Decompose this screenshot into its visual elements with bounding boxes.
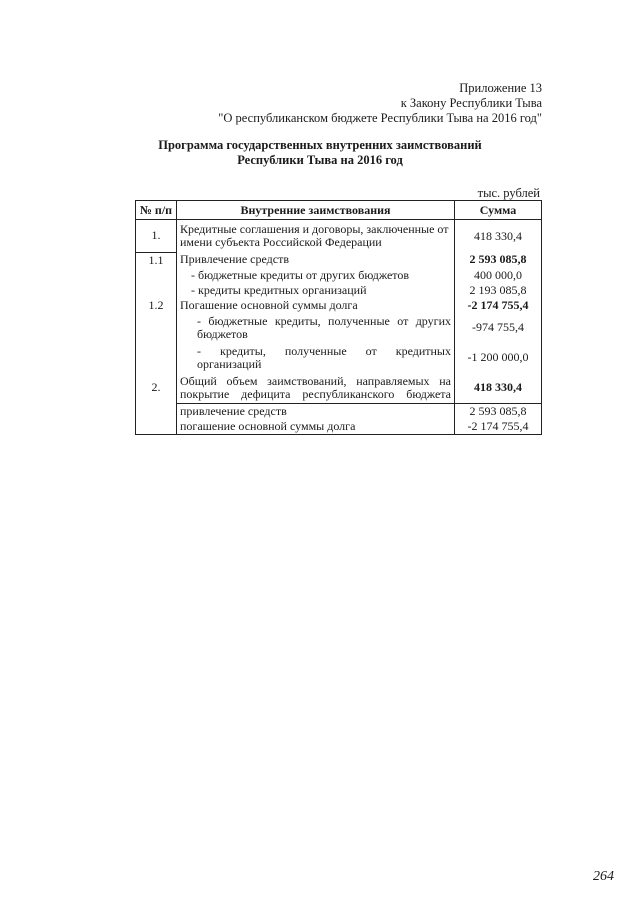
row-name: - бюджетные кредиты от других бюджетов: [177, 268, 455, 283]
row-num: [136, 268, 177, 283]
header-name: Внутренние заимствования: [177, 201, 455, 220]
row-name: привлечение средств: [177, 403, 455, 419]
row-name: - бюджетные кредиты, полученные от других бюджетов: [177, 313, 455, 343]
row-num: 1.: [136, 220, 177, 253]
row-sum: 418 330,4: [455, 373, 542, 404]
table-row: [136, 373, 542, 404]
appendix-header: [218, 81, 542, 126]
row-sum: -2 174 755,4: [455, 419, 542, 435]
row-name: - кредиты кредитных организаций: [177, 283, 455, 298]
appendix-law-title: "О республиканском бюджете Республики Тыва на 2016 год": [218, 111, 542, 125]
row-sum: -2 174 755,4: [455, 298, 542, 313]
row-num: [136, 403, 177, 419]
table-header-row: [136, 201, 542, 220]
table-row: [136, 220, 542, 253]
units-label: тыс. рублей: [477, 186, 540, 200]
row-name: - кредиты, полученные от кредитных организаций: [177, 343, 455, 373]
borrowings-table: [135, 200, 542, 435]
header-num: № п/п: [136, 201, 177, 220]
row-num: 1.1: [136, 252, 177, 268]
row-sum: 2 593 085,8: [455, 403, 542, 419]
page-number: 264: [593, 869, 614, 884]
row-num: [136, 343, 177, 373]
document-title: [0, 138, 640, 168]
row-num: [136, 419, 177, 435]
row-sum: 2 193 085,8: [455, 283, 542, 298]
row-num: 1.2: [136, 298, 177, 313]
row-num: [136, 313, 177, 343]
table-row: [136, 313, 542, 343]
row-sum: 418 330,4: [455, 220, 542, 253]
row-sum: -1 200 000,0: [455, 343, 542, 373]
table-row: [136, 268, 542, 283]
row-name: Привлечение средств: [177, 252, 455, 268]
row-name: погашение основной суммы долга: [177, 419, 455, 435]
table-row: [136, 419, 542, 435]
row-sum: -974 755,4: [455, 313, 542, 343]
row-name: Общий объем заимствований, направляемых на покрытие дефицита республиканского бюджета: [177, 373, 455, 404]
row-sum: 400 000,0: [455, 268, 542, 283]
appendix-number: Приложение 13: [459, 81, 542, 95]
row-num: 2.: [136, 373, 177, 404]
table-row: [136, 283, 542, 298]
table-row: [136, 343, 542, 373]
row-name: Кредитные соглашения и договоры, заключенные от имени субъекта Российской Федерации: [177, 220, 455, 253]
row-sum: 2 593 085,8: [455, 252, 542, 268]
document-title-line2: Республики Тыва на 2016 год: [237, 153, 403, 167]
row-num: [136, 283, 177, 298]
header-sum: Сумма: [455, 201, 542, 220]
appendix-law-ref: к Закону Республики Тыва: [400, 96, 542, 110]
document-title-line1: Программа государственных внутренних заимствований: [158, 138, 482, 152]
table-row: [136, 252, 542, 268]
row-name: Погашение основной суммы долга: [177, 298, 455, 313]
table-row: [136, 403, 542, 419]
table-row: [136, 298, 542, 313]
